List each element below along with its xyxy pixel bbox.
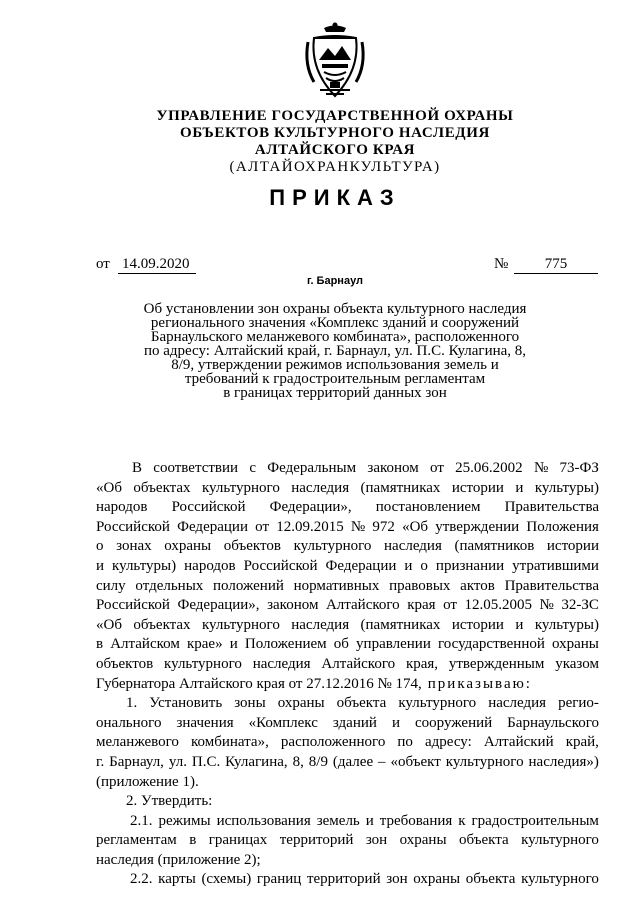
body-line: 2.2. карты (схемы) границ территорий зон охраны объекта культурного	[130, 871, 599, 888]
body-line: (приложение 1).	[96, 773, 199, 790]
body-line: наследия (приложение 2);	[96, 851, 261, 868]
org-name-line-3: АЛТАЙСКОГО КРАЯ	[254, 142, 416, 158]
subject-line: 8/9, утверждении режимов использования земель и	[171, 357, 499, 373]
body-line: Российской Федерации», законом Алтайского края от 12.05.2005 № 32-ЗС	[96, 597, 599, 614]
subject-line: Об установлении зон охраны объекта культурного наследия	[143, 301, 527, 317]
body-line: «Об объектах культурного наследия (памятниках истории и культуры)	[96, 479, 599, 496]
body-line: меланжевого комбината», расположенного по адресу: Алтайский край,	[96, 734, 599, 751]
body-line: о зонах охраны объектов культурного наследия (памятников истории	[96, 538, 599, 555]
city-name: г. Барнаул	[306, 275, 364, 287]
body-line: народов Российской Федерации», постановлением Правительства	[96, 499, 599, 516]
org-name-line-2: ОБЪЕКТОВ КУЛЬТУРНОГО НАСЛЕДИЯ	[180, 125, 490, 141]
body-line: «Об объектах культурного наследия (памятниках истории и культуры)	[96, 616, 599, 633]
order-subject	[120, 302, 550, 400]
coat-of-arms-emblem	[300, 20, 370, 100]
body-line: силу отдельных положений нормативных правовых актов Правительства	[96, 577, 599, 594]
subject-line: Барнаульского меланжевого комбината», расположенного	[150, 329, 520, 345]
body-line-with-order-word	[96, 675, 599, 695]
order-word: приказываю:	[427, 675, 532, 692]
body-line: г. Барнаул, ул. П.С. Кулагина, 8, 8/9 (далее – «объект культурного наследия»)	[96, 753, 599, 770]
org-name-line-1: УПРАВЛЕНИЕ ГОСУДАРСТВЕННОЙ ОХРАНЫ	[156, 108, 514, 124]
body-line: В соответствии с Федеральным законом от 25.06.2002 № 73-ФЗ	[132, 460, 599, 476]
body-line: и культуры) народов Российской Федерации и о признании утратившими	[96, 557, 599, 574]
body-line: объектов культурного наследия Алтайского края, утвержденным указом	[96, 655, 599, 672]
subject-line: по адресу: Алтайский край, г. Барнаул, ул. П.С. Кулагина, 8,	[143, 343, 527, 359]
subject-line: регионального значения «Комплекс зданий и сооружений	[150, 315, 520, 331]
body-line: 2.1. режимы использования земель и требования к градостроительным	[130, 812, 599, 829]
body-line: 2. Утвердить:	[126, 793, 213, 810]
body-line: 1. Установить зоны охраны объекта культурного наследия регио-	[126, 695, 599, 712]
org-short-name: (АЛТАЙОХРАНКУЛЬТУРА)	[229, 159, 441, 175]
subject-line: требований к градостроительным регламентам	[184, 371, 486, 387]
body-line: онального значения «Комплекс зданий и сооружений Барнаульского	[96, 714, 599, 731]
body-line: регламентам в границах территорий зон охраны объекта культурного	[96, 832, 599, 849]
subject-line: в границах территорий данных зон	[223, 385, 447, 401]
body-line: в Алтайском крае» и Положением об управлении государственной охраны	[96, 636, 599, 653]
body-line: Российской Федерации от 12.09.2015 № 972 «Об утверждении Положения	[96, 518, 599, 535]
body-line-text: Губернатора Алтайского края от 27.12.2016 № 174,	[96, 675, 422, 692]
document-type-title: ПРИКАЗ	[269, 185, 401, 210]
date-prefix: от	[96, 256, 110, 272]
order-body	[96, 459, 599, 890]
order-date: 14.09.2020	[118, 256, 196, 274]
number-sign: №	[494, 256, 509, 272]
order-number: 775	[514, 256, 598, 274]
